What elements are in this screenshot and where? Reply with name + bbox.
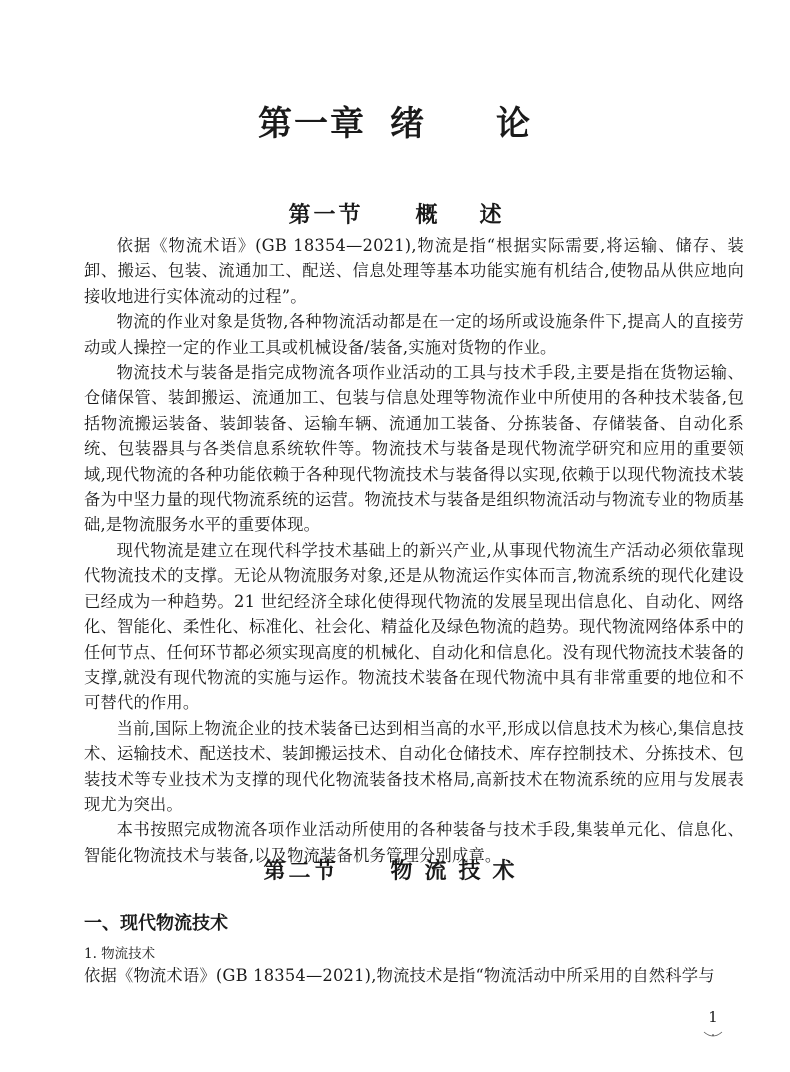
item-heading: 1. 物流技术 — [84, 946, 156, 962]
section-title-2 — [0, 854, 790, 885]
chapter-title-word-1: 绪 — [390, 104, 426, 144]
section-title-text: 物流技术 — [390, 858, 527, 884]
page-ornament-icon — [703, 1030, 723, 1038]
chapter-title-word-2: 论 — [496, 104, 532, 144]
paragraph: 当前,国际上物流企业的技术装备已达到相当高的水平,形成以信息技术为核心,集信息技术、运输技术、配送技术、装卸搬运技术、自动化仓储技术、库存控制技术、分拣技术、包装技术等专业技术为支撑的现代化物流装备技术格局,高新技术在物流系统的应用与发展表现尤为突出。 — [84, 718, 744, 814]
chapter-title — [0, 96, 790, 145]
paragraph: 物流的作业对象是货物,各种物流活动都是在一定的场所或设施条件下,提高人的直接劳动或人操控一定的作业工具或机械设备/装备,实施对货物的作业。 — [84, 312, 744, 357]
chapter-number: 第一章 — [258, 104, 366, 144]
section-number: 第二节 — [263, 858, 339, 884]
subsection-heading: 一、现代物流技术 — [84, 913, 228, 934]
paragraph: 依据《物流术语》(GB 18354—2021),物流是指“根据实际需要,将运输、储存、装卸、搬运、包装、流通加工、配送、信息处理等基本功能实施有机结合,使物品从供应地向接收地进行实体流动的过程”。 — [84, 236, 744, 306]
paragraph: 现代物流是建立在现代科学技术基础上的新兴产业,从事现代物流生产活动必须依靠现代物流技术的支撑。无论从物流服务对象,还是从物流运作实体而言,物流系统的现代化建设已经成为一种趋势。21 世纪经济全球化使得现代物流的发展呈现出信息化、自动化、网络化、智能化、柔性化、标准化、社会化、精益化及绿色物流的趋势。现代物流网络体系中的任何节点、任何环节都必须实现高度的机械化、自动化和信息化。没有现代物流技术装备的支撑,就没有现代物流的实施与运作。物流技术装备在现代物流中具有非常重要的地位和不可替代的作用。 — [84, 540, 744, 713]
page-number: 1 — [708, 1008, 718, 1026]
section-2-body — [84, 963, 744, 988]
section-title-word-2: 述 — [479, 202, 502, 228]
section-1-body — [84, 233, 744, 868]
section-number: 第一节 — [288, 202, 364, 228]
section-title-word-1: 概 — [415, 202, 438, 228]
section-title-1 — [0, 198, 790, 229]
paragraph: 本书按照完成物流各项作业活动所使用的各种装备与技术手段,集装单元化、信息化、智能化物流技术与装备,以及物流装备机务管理分别成章。 — [84, 820, 744, 865]
paragraph: 依据《物流术语》(GB 18354—2021),物流技术是指“物流活动中所采用的自然科学与 — [84, 966, 715, 985]
paragraph: 物流技术与装备是指完成物流各项作业活动的工具与技术手段,主要是指在货物运输、仓储保管、装卸搬运、流通加工、包装与信息处理等物流作业中所使用的各种技术装备,包括物流搬运装备、装卸装备、运输车辆、流通加工装备、分拣装备、存储装备、自动化系统、包装器具与各类信息系统软件等。物流技术与装备是现代物流学研究和应用的重要领域,现代物流的各种功能依赖于各种现代物流技术与装备得以实现,依赖于以现代物流技术装备为中坚力量的现代物流系统的运营。物流技术与装备是组织物流活动与物流专业的物质基础,是物流服务水平的重要体现。 — [84, 363, 744, 535]
